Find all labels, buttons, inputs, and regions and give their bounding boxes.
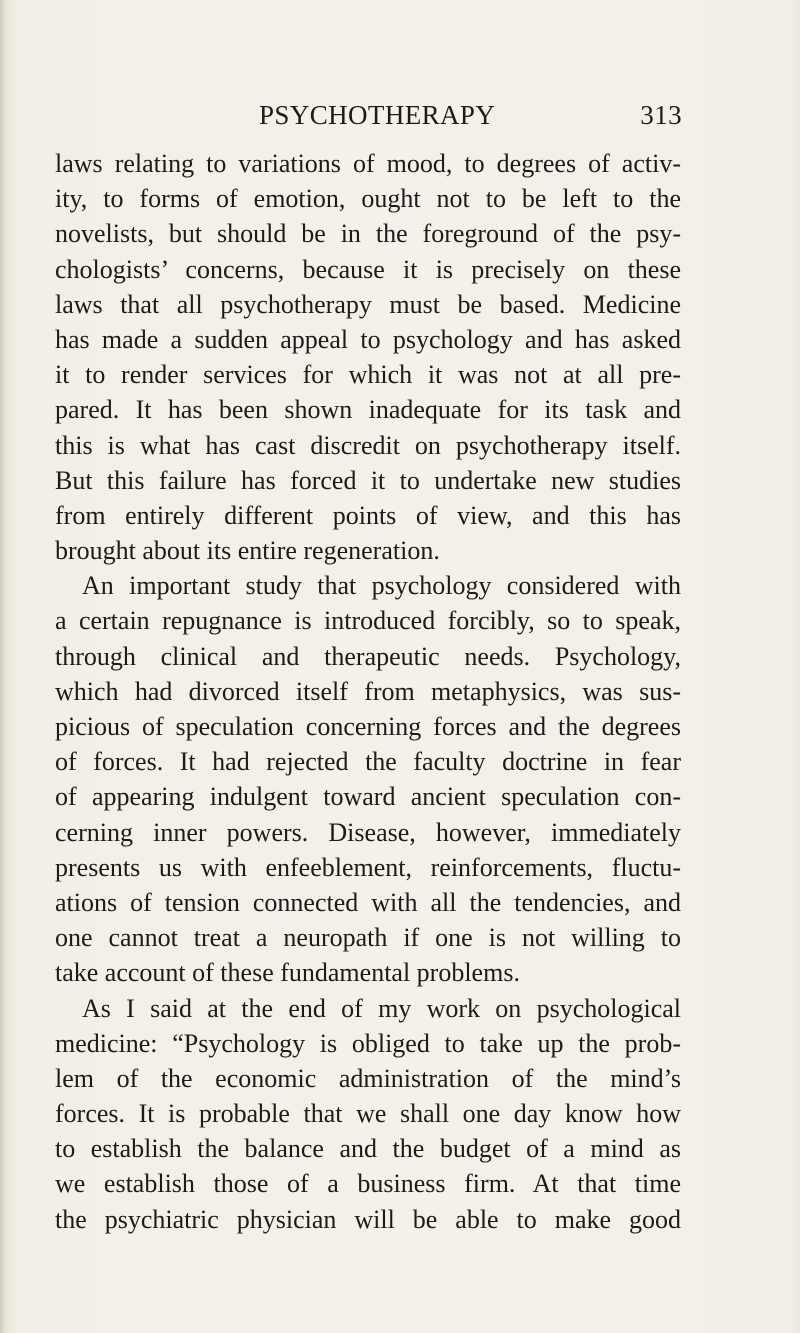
text-line: ations of tension connected with all the tendencies, and [55, 887, 681, 917]
text-line: picious of speculation concerning forces and the degrees [55, 712, 681, 741]
running-head: PSYCHOTHERAPY [259, 100, 496, 130]
text-line: lem of the economic administration of the mind’s [55, 1063, 681, 1093]
text-line: a certain repugnance is introduced forcibly, so to speak, [55, 606, 681, 636]
text-line: to establish the balance and the budget of a mind as [55, 1134, 681, 1164]
text-line: brought about its entire regeneration. [55, 536, 440, 566]
text-line: we establish those of a business firm. At that time [55, 1169, 681, 1199]
text-line: pared. It has been shown inadequate for its task and [55, 395, 681, 425]
text-line: it to render services for which it was not at all pre- [55, 360, 681, 390]
paragraph-first-line: As I said at the end of my work on psychological [82, 993, 681, 1023]
text-line: medicine: “Psychology is obliged to take up the prob- [55, 1028, 681, 1058]
text-line: through clinical and therapeutic needs. Psychology, [55, 641, 681, 671]
text-line: novelists, but should be in the foreground of the psy- [55, 219, 681, 249]
text-line: one cannot treat a neuropath if one is not willing to [55, 923, 681, 953]
page-number: 313 [640, 100, 682, 130]
text-line: which had divorced itself from metaphysics, was sus- [55, 676, 681, 706]
page-gutter-shadow [0, 0, 6, 1333]
text-line: But this failure has forced it to undertake new studies [55, 465, 681, 495]
body-text [55, 146, 681, 1237]
text-line: presents us with enfeeblement, reinforcements, fluctu- [55, 852, 681, 882]
text-line: chologists’ concerns, because it is precisely on these [55, 254, 681, 284]
text-line: cerning inner powers. Disease, however, immediately [55, 817, 681, 847]
page-header [259, 96, 682, 140]
text-line: laws relating to variations of mood, to degrees of activ- [55, 149, 681, 178]
paragraph-first-line: An important study that psychology considered with [82, 571, 681, 601]
text-line: of appearing indulgent toward ancient speculation con- [55, 782, 681, 812]
text-line: of forces. It had rejected the faculty doctrine in fear [55, 747, 681, 777]
text-line: from entirely different points of view, and this has [55, 500, 681, 530]
text-line: has made a sudden appeal to psychology and has asked [55, 324, 681, 354]
text-line: laws that all psychotherapy must be based. Medicine [55, 289, 681, 319]
text-line: this is what has cast discredit on psychotherapy itself. [55, 430, 681, 460]
text-line: take account of these fundamental problems. [55, 958, 520, 988]
text-line: forces. It is probable that we shall one day know how [55, 1099, 681, 1129]
text-line: the psychiatric physician will be able to make good [55, 1204, 681, 1234]
text-line: ity, to forms of emotion, ought not to be left to the [55, 184, 681, 214]
